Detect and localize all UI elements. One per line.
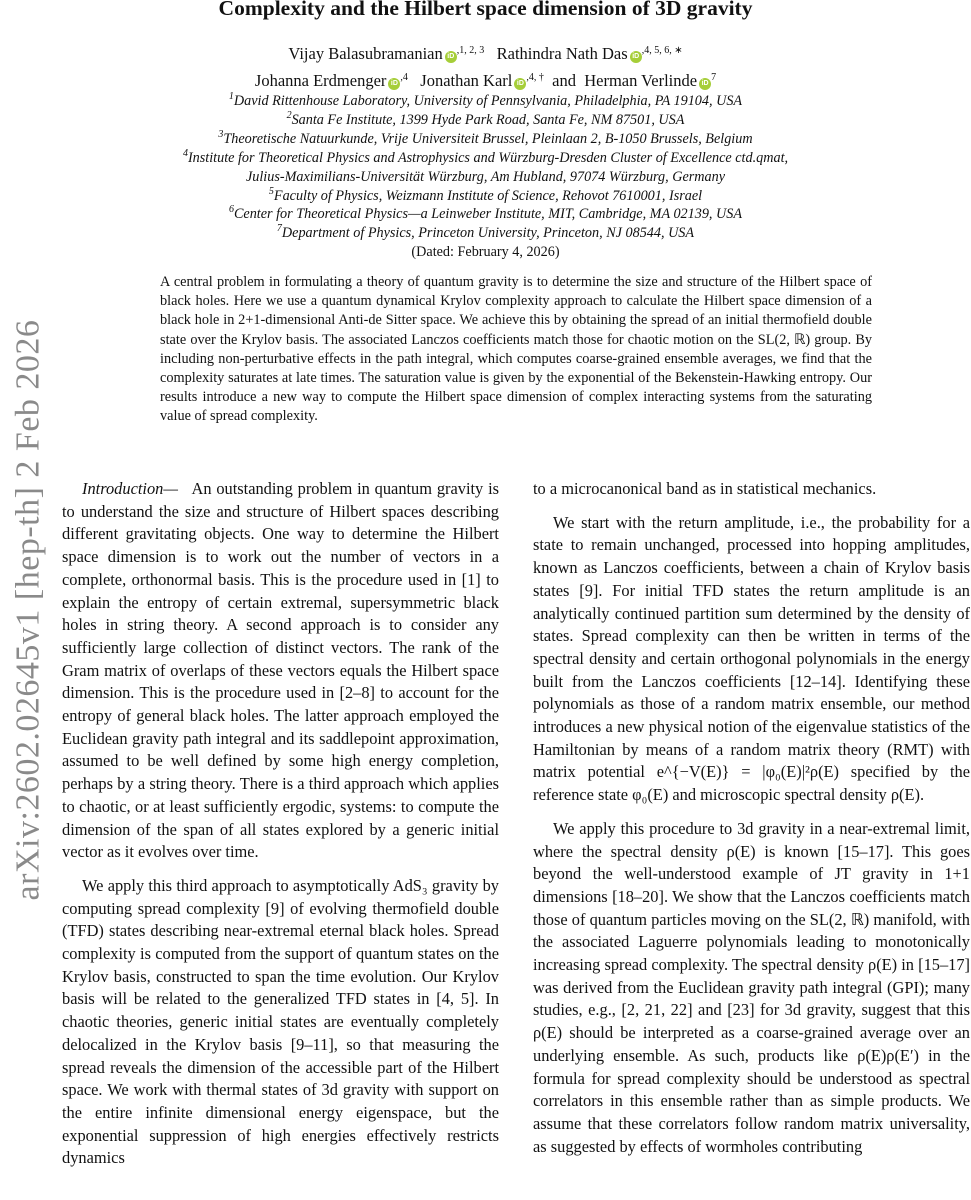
affiliation-item	[0, 130, 971, 149]
author-affil-marks: ,4, 5, 6, ∗	[641, 45, 683, 56]
affiliation-text: Center for Theoretical Physics—a Leinweber Institute, MIT, Cambridge, MA 02139, USA	[233, 206, 743, 223]
affiliation-text: Julius-Maximilians-Universität Würzburg, Am Hubland, 97074 Würzburg, Germany	[245, 168, 726, 185]
body-paragraph: We apply this procedure to 3d gravity in a near-extremal limit, where the spectral density ρ(E) is known [15–17]. This goes beyond the well-understood example of JT gravity in 1+1 dimensions [18–20]. We show that the Lanczos coefficients match those of quantum particles moving on the SL(2, ℝ) manifold, with the associated Laguerre polynomials leading to monotonically increasing spread complexity. The spectral density ρ(E) in [15–17] was derived from the Euclidean gravity path integral (GPI); many studies, e.g., [2, 21, 22] and [23] for 3d gravity, suggest that this ρ(E) should be interpreted as a coarse-grained average over an underlying ensemble. As such, products like ρ(E)ρ(E′) in the formula for spread complexity should be understood as spectral correlators in this ensemble rather than as simple products. We assume that these correlators follow random matrix universality, as suggested by effects of wormholes contributing	[533, 818, 970, 1156]
affiliation-number: 2	[286, 109, 292, 121]
author-list	[0, 40, 971, 94]
affiliation-text: Institute for Theoretical Physics and Astrophysics and Würzburg-Dresden Cluster of Excellence ctd.qmat,	[187, 149, 789, 166]
author-affil-marks: 7	[711, 72, 717, 83]
affiliation-text: Department of Physics, Princeton University, Princeton, NJ 08544, USA	[281, 225, 695, 242]
affiliation-text: David Rittenhouse Laboratory, University of Pennsylvania, Philadelphia, PA 19104, USA	[233, 93, 743, 109]
date-line: (Dated: February 4, 2026)	[411, 244, 560, 261]
affiliation-number: 6	[228, 204, 234, 216]
affiliation-list	[0, 92, 971, 262]
arxiv-id: arXiv:2602.02645v1 [hep-th] 2 Feb 2026	[9, 319, 46, 901]
affiliation-text: Santa Fe Institute, 1399 Hyde Park Road, Santa Fe, NM 87501, USA	[291, 111, 685, 128]
affiliation-item	[0, 149, 971, 168]
author-name[interactable]: Vijay Balasubramanian	[288, 44, 443, 63]
author-affil-marks: ,1, 2, 3	[456, 45, 485, 56]
affiliation-item	[0, 111, 971, 130]
body-paragraph: We apply this third approach to asymptotically AdS₃ gravity by computing spread complexity [9] of evolving thermofield double (TFD) states describing near-extremal eternal black holes. Spread complexity is computed from the support of quantum states on the Krylov basis, constructed to span the time evolution. Our Krylov basis will be related to the generalized TFD states in [4, 5]. In chaotic theories, generic initial states are eventually completely delocalized in the Krylov basis [9–11], so that measuring the spread reveals the dimension of the accessible part of the Hilbert space. We work with thermal states of 3d gravity with support on the entire infinite dimensional energy eigenspace, but the exponential suppression of high energies effectively restricts dynamics	[62, 875, 499, 1168]
affiliation-item	[0, 224, 971, 243]
affiliation-text: Faculty of Physics, Weizmann Institute of Science, Rehovot 7610001, Israel	[273, 187, 703, 204]
author-line-1	[0, 40, 971, 67]
affiliation-number: 4	[182, 147, 188, 159]
affiliation-number: 5	[268, 185, 274, 197]
author-line-2	[0, 67, 971, 94]
affiliation-text: Theoretische Natuurkunde, Vrije Universiteit Brussel, Pleinlaan 2, B-1050 Brussels, Belgium	[223, 130, 753, 147]
author-name[interactable]: Herman Verlinde	[584, 71, 698, 90]
affiliation-number: 7	[276, 223, 282, 235]
author-conjunction: and	[552, 71, 576, 90]
orcid-icon[interactable]: iD	[388, 78, 400, 90]
author-affil-marks: ,4, †	[526, 72, 544, 83]
body-paragraph: We start with the return amplitude, i.e., the probability for a state to remain unchanged, processed into hopping amplitudes, known as Lanczos coefficients, between a chain of Krylov basis states [9]. For initial TFD states the return amplitude is an analytically continued partition sum determined by the density of states. Spread complexity can then be written in terms of the spectral density and certain orthogonal polynomials in the energy built from the Lanczos coefficients [12–14]. Identifying these polynomials as those of a random matrix ensemble, our method introduces a new physical notion of the eigenvalue statistics of the Hamiltonian by means of a random matrix theory (RMT) with matrix potential e^{−V(E)} = |φ₀(E)|²ρ(E) specified by the reference state φ₀(E) and microscopic spectral density ρ(E).	[533, 512, 970, 805]
body-paragraph: to a microcanonical band as in statistical mechanics.	[533, 479, 877, 498]
affiliation-number: 1	[228, 91, 234, 102]
orcid-icon[interactable]: iD	[514, 78, 526, 90]
orcid-icon[interactable]: iD	[699, 78, 711, 90]
affiliation-item	[0, 92, 971, 111]
arxiv-sidebar-stamp	[8, 300, 48, 920]
affiliation-item	[0, 168, 971, 187]
section-label-introduction: Introduction—	[82, 479, 178, 498]
body-column-right	[533, 478, 970, 1158]
body-paragraph	[62, 478, 499, 864]
affiliation-item	[0, 205, 971, 224]
orcid-icon[interactable]: iD	[630, 51, 642, 63]
paragraph-text: An outstanding problem in quantum gravity is to understand the size and structure of Hilbert spaces describing different gravitating objects. One way to determine the Hilbert space dimension is to work out the number of vectors in a complete, orthonormal basis. This is the procedure used in [1] to explain the entropy of certain extremal, supersymmetric black holes in string theory. A second approach is to consider any sufficiently large collection of distinct vectors. The rank of the Gram matrix of overlaps of these vectors equals the Hilbert space dimension. This is the procedure used in [2–8] to account for the entropy of general black holes. The latter approach employed the Euclidean gravity path integral and its saddlepoint approximation, assumed to be well defined by some high energy completion, perhaps by a string theory. There is a third approach which applies to chaotic, or at least sufficiently ergodic, systems: to compute the dimension of the span of all states explored by a generic initial vector as it evolves over time.	[62, 479, 500, 862]
paper-title: Complexity and the Hilbert space dimension of 3D gravity	[218, 0, 753, 20]
author-name[interactable]: Johanna Erdmenger	[254, 71, 387, 90]
affiliation-item	[0, 187, 971, 206]
body-column-left	[62, 478, 499, 1170]
author-name[interactable]: Rathindra Nath Das	[496, 44, 628, 63]
orcid-icon[interactable]: iD	[445, 51, 457, 63]
author-name[interactable]: Jonathan Karl	[420, 71, 513, 90]
author-affil-marks: ,4	[400, 72, 408, 83]
abstract: A central problem in formulating a theory of quantum gravity is to determine the size and structure of the Hilbert space of black holes. Here we use a quantum dynamical Krylov complexity approach to calculate the Hilbert space dimension of a black hole in 2+1-dimensional Anti-de Sitter space. We achieve this by obtaining the spread of an initial thermofield double state over the Krylov basis. The associated Lanczos coefficients match those for chaotic motion on the SL(2, ℝ) group. By including non-perturbative effects in the path integral, which computes coarse-grained ensemble averages, we find that the complexity saturates at late times. The saturation value is given by the exponential of the Bekenstein-Hawking entropy. Our results introduce a new way to compute the Hilbert space dimension of complex interacting systems from the saturating value of spread complexity.	[160, 274, 872, 425]
affiliation-number: 3	[218, 128, 224, 140]
